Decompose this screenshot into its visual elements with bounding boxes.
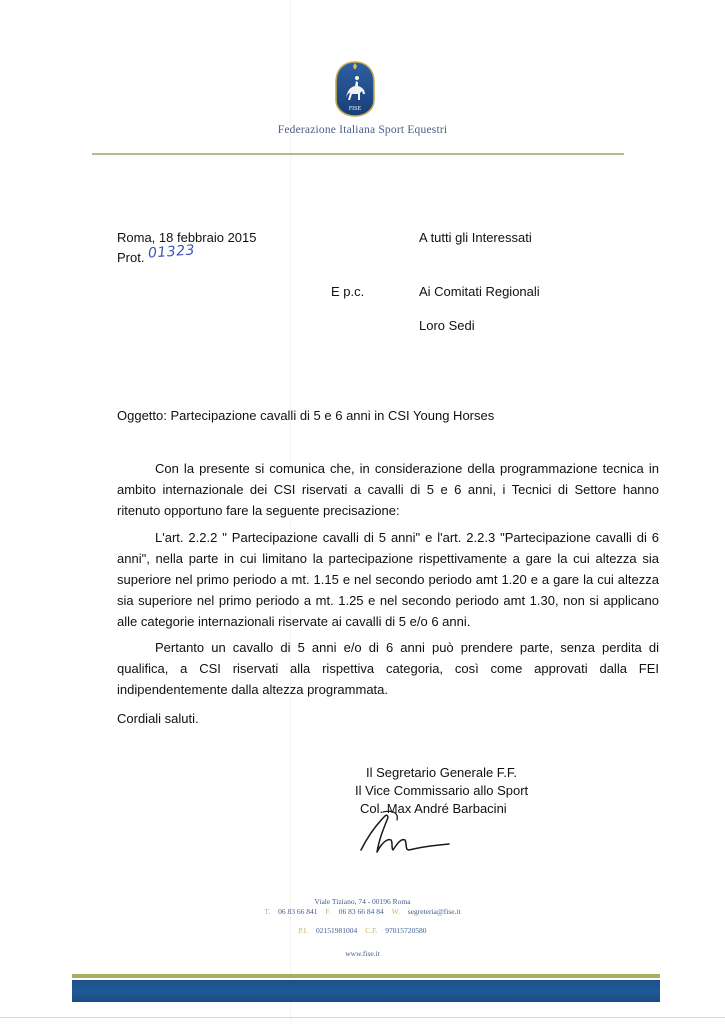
footer-website: www.fise.it (345, 949, 380, 958)
fax-number: 06 83 66 84 84 (338, 907, 384, 916)
cc-label: E p.c. (331, 284, 365, 299)
body-paragraph: Con la presente si comunica che, in considerazione della programmazione tecnica in ambito internazionale dei CSI riservati a cavalli di 5 e 6 anni, i Tecnici di Settore hanno ritenuto opportuno fare la seguente precisazione: (117, 461, 659, 518)
signatory-name: Col. Max André Barbacini (360, 801, 507, 816)
fise-logo (334, 60, 376, 118)
footer-address: Viale Tiziano, 74 - 00196 Roma (314, 897, 411, 906)
header-divider (92, 153, 624, 155)
footer-stripe-olive (72, 974, 660, 978)
vat-label: P.I. (298, 926, 309, 935)
signatory-title-1: Il Segretario Generale F.F. (366, 765, 518, 780)
fax-label: F. (325, 907, 331, 916)
recipient-seats: Loro Sedi (419, 318, 475, 333)
subject-line: Oggetto: Partecipazione cavalli di 5 e 6 anni in CSI Young Horses (117, 408, 495, 423)
closing: Cordiali saluti. (117, 711, 199, 726)
protocol-label: Prot. (117, 250, 145, 265)
body-paragraph: L'art. 2.2.2 " Partecipazione cavalli di 5 anni" e l'art. 2.2.3 "Partecipazione cavalli di 6 anni", nella parte in cui limitano la partecipazione rispettivamente a gare la cui altezza sia superiore nel primo periodo a mt. 1.15 e nel secondo periodo amt 1.20 e a gare la cui altezza sia superiore nel primo periodo a mt. 1.25 e nel secondo periodo amt 1.30, non si applicano alle categorie internazionali riservate ai cavalli di 5 e/o 6 anni. (117, 530, 659, 629)
recipient-primary: A tutti gli Interessati (419, 230, 532, 245)
cf-number: 97015720580 (385, 926, 427, 935)
page-edge (0, 1017, 725, 1018)
handwritten-signature (353, 808, 463, 858)
email-address: segreteria@fise.it (407, 907, 461, 916)
svg-text:FISE: FISE (348, 106, 362, 112)
web-label: W. (391, 907, 400, 916)
tel-label: T. (264, 907, 271, 916)
protocol-number: 01323 (147, 242, 196, 262)
recipient-regional-committees: Ai Comitati Regionali (419, 284, 540, 299)
vat-number: 02151981004 (315, 926, 358, 935)
footer-contacts (0, 907, 725, 916)
organization-name: Federazione Italiana Sport Equestri (277, 124, 448, 136)
footer-stripe-blue (72, 980, 660, 1002)
cf-label: C.F. (365, 926, 378, 935)
place-date: Roma, 18 febbraio 2015 (117, 230, 257, 245)
tel-number: 06 83 66 841 (278, 907, 318, 916)
signatory-title-2: Il Vice Commissario allo Sport (355, 783, 529, 798)
body-paragraph: Pertanto un cavallo di 5 anni e/o di 6 anni può prendere parte, senza perdita di qualifica, a CSI riservati alla rispettiva categoria, così come approvati dalla FEI indipendentemente dalla altezza programmata. (117, 640, 659, 697)
footer-tax-ids (0, 926, 725, 935)
